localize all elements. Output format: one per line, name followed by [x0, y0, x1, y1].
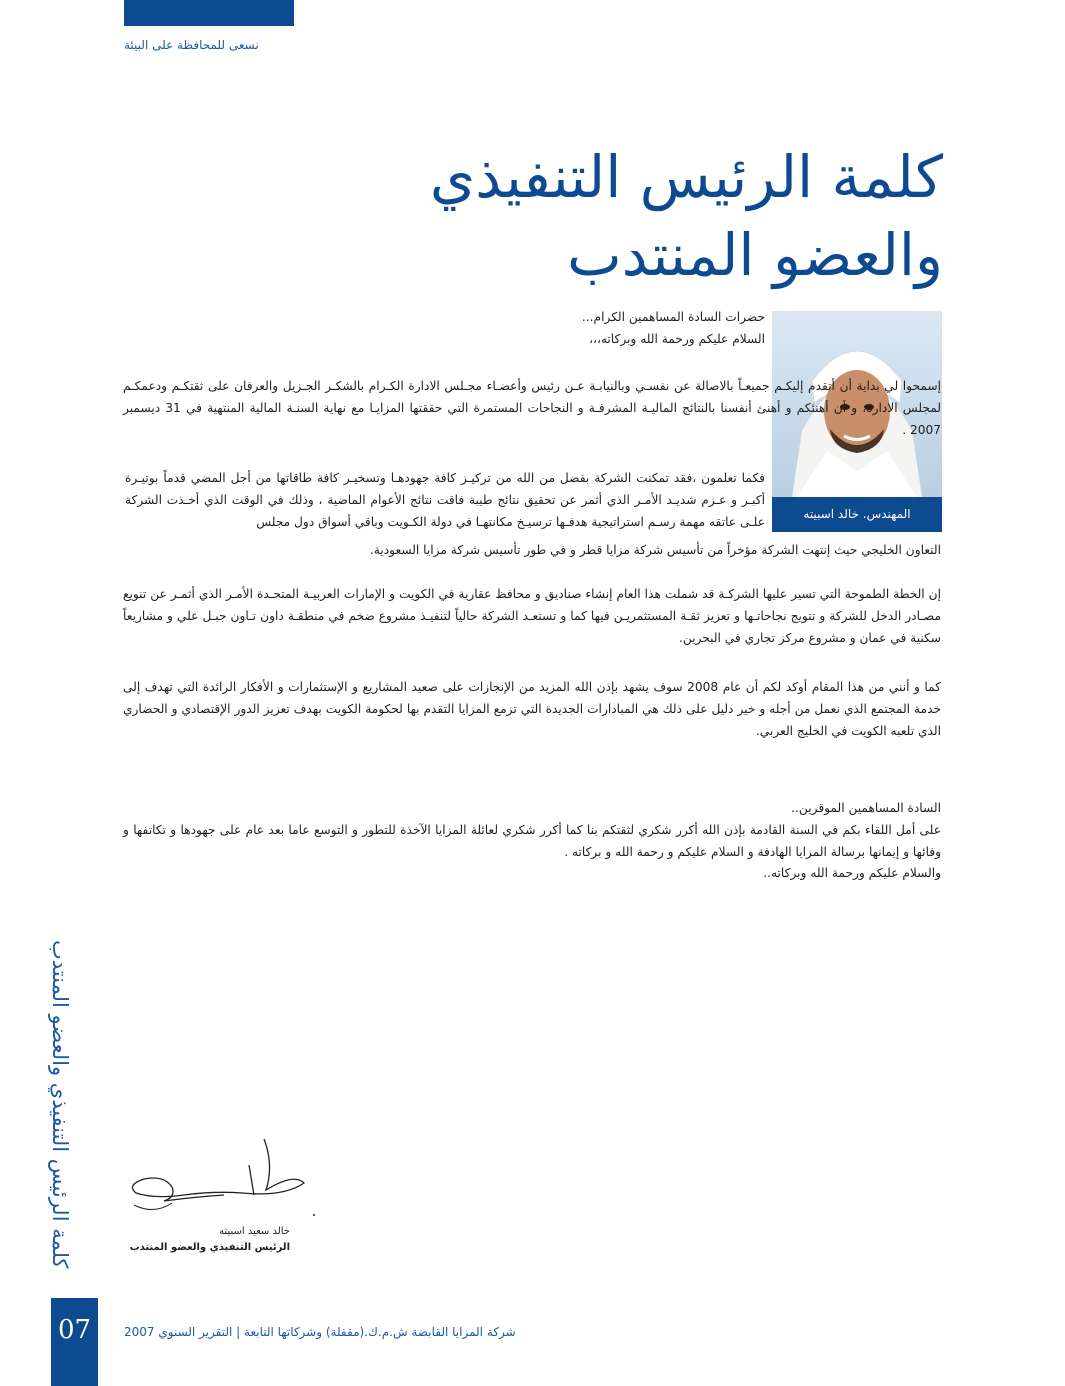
header-slogan: نسعى للمحافظة على البيئة — [124, 38, 259, 52]
letter-paragraph-1: إسمحوا لي بداية أن أتقدم إليكـم جميعـاً بالاصالة عن نفسـي وبالنيابـة عـن رئيس وأعضـاء مجـلس الادارة الكـرام بالشكـر الجـزيل والعرفان على ثقتكـم ودعمكـم لمجلس الادارة، و أن أهنئكم و أهنئ أنفسنا بالنتائج الماليـة المشرفـة و النجاحات المستمرة التي حققتها المزايـا مع نهاية السنـة المالية المنتهية في 31 ديسمبر 2007 . — [123, 379, 941, 437]
letter-paragraph-4: كما و أنني من هذا المقام أوكد لكم أن عام 2008 سوف يشهد بإذن الله المزيد من الإنجازات على صعيد المشاريع و الإستثمارات و الأفكار الرائدة التي تهدف إلى خدمة المجتمع الذي نعمل من أجله و خير دليل على ذلك هي المبادارات الجديدة التي تزمع المزايا التقدم بها لحكومة الكويت بهدف تعزيز الدور الإقتصادي و الحضاري الذي تلعبه الكويت في الخليج العربي. — [123, 680, 941, 738]
page-title-line-2: والعضو المنتدب — [567, 221, 943, 289]
paragraph-5-body: على أمل اللقاء بكم في السنة القادمة بإذن الله أكرر شكري لثقتكم بنا كما أكرر شكري لعائلة المزايا الآخذة للتطور و التوسع عاما بعد عام على جهودها و تكاتفها و وفائها و إيمانها برسالة المزايا الهادفة و السلام عليكم و رحمة الله و بركاته . — [123, 823, 941, 859]
page-title — [263, 138, 943, 294]
letter-paragraph-2: فكما تعلمون ،فقد تمكنت الشركة بفضل من الله من تركيـز كافة جهودهـا وتسخيـر كافة طاقاتها من أجل المضي قدماً بوتيـرة أكبـر و عـزم شديـد الأمـر الذي أثمر عن تحقيق نتائج طيبة فاقت نتائج الأعوام الماضية ، وذلك في الوقت الذي أخـذت الشركة علـى عاتقه مهمة رسـم استراتيجية هدفـها ترسيـخ مكانتهـا في دولة الكـويت وباقي أسواق دول مجلس — [125, 471, 765, 529]
letter-paragraph-5 — [123, 797, 941, 863]
vertical-side-title — [48, 940, 90, 1280]
header-accent-bar — [124, 0, 294, 26]
letter-greeting — [315, 306, 765, 350]
handwritten-signature — [124, 1135, 319, 1225]
side-title-text: كلمة الرئيس التنفيذي والعضو المنتدب — [48, 940, 72, 1269]
portrait-caption: المهندس. خالد اسبيته — [772, 497, 942, 532]
greeting-line-1: حضرات السادة المساهمين الكرام... — [581, 310, 765, 324]
page-title-line-1: كلمة الرئيس التنفيذي — [429, 143, 943, 211]
footer-text: شركة المزايا القابضة ش.م.ك.(مقفلة) وشركاتها التابعة | التقرير السنوي 2007 — [124, 1325, 516, 1339]
letter-closing: والسلام عليكم ورحمة الله وبركاته.. — [763, 866, 941, 880]
greeting-line-2: السلام عليكم ورحمة الله وبركاته،،، — [589, 332, 765, 346]
page-number: 07 — [51, 1298, 98, 1386]
letter-paragraph-2-continued: التعاون الخليجي حيث إنتهت الشركة مؤخراً من تأسيس شركة مزايا قطر و في طور تأسيس شركة مزايا السعودية. — [369, 543, 941, 557]
signatory-name: خالد سعيد اسبيته — [219, 1226, 290, 1237]
letter-paragraph-3: إن الخطة الطموحة التي تسير عليها الشركـة قد شملت هذا العام إنشاء صناديق و محافظ عقارية في الكويت و الإمارات العربيـة المتحـدة الأمـر الذي أثمـر عن تنويع مصـادر الدخل للشركة و تتويج نجاحاتـها و تعزيز ثقـة المستثمريـن فيها كما و تستعـد الشركة حالياً لتنفيـذ مشروع ضخم في منطقـة داون تـاون جبـل علي و مشاريعاً سكنية في عمان و مشروع مركز تجاري في البحرين. — [123, 587, 941, 645]
signatory-position: الرئيس التنفيذي والعضو المنتدب — [129, 1242, 290, 1253]
paragraph-5-salutation: السادة المساهمين الموقرين.. — [791, 801, 941, 815]
